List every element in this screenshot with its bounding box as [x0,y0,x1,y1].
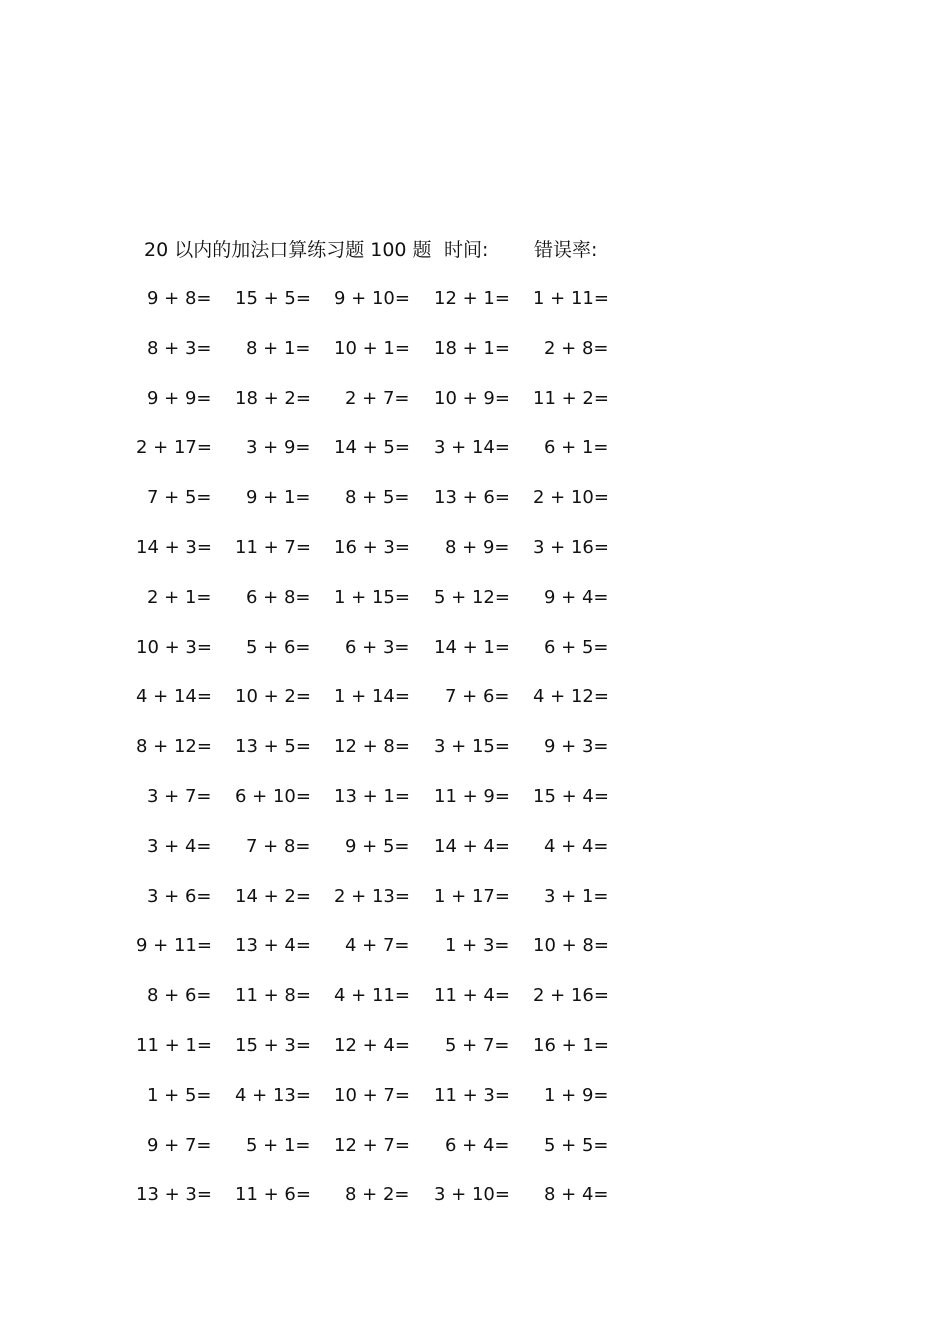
problem-cell: 10 + 8= [533,935,609,956]
problem-cell: 14 + 5= [334,437,410,458]
problem-cell: 12 + 4= [334,1035,410,1056]
problem-cell: 11 + 8= [235,985,311,1006]
problem-cell: 1 + 5= [147,1085,212,1106]
problem-cell: 3 + 16= [533,537,609,558]
problem-cell: 3 + 4= [147,836,212,857]
problem-cell: 9 + 9= [147,388,212,409]
problem-cell: 9 + 3= [544,736,609,757]
problem-cell: 1 + 11= [533,288,609,309]
error-rate-label: 错误率: [534,239,598,261]
problem-cell: 8 + 9= [445,537,510,558]
problem-cell: 16 + 1= [533,1035,609,1056]
problem-cell: 14 + 4= [434,836,510,857]
problem-cell: 9 + 11= [136,935,212,956]
problem-cell: 4 + 4= [544,836,609,857]
problem-cell: 2 + 1= [147,587,212,608]
problem-cell: 11 + 1= [136,1035,212,1056]
problem-cell: 9 + 8= [147,288,212,309]
problem-cell: 9 + 10= [334,288,410,309]
problem-cell: 8 + 2= [345,1184,410,1205]
problem-cell: 11 + 6= [235,1184,311,1205]
problem-cell: 2 + 17= [136,437,212,458]
problem-cell: 6 + 4= [445,1135,510,1156]
problem-cell: 1 + 17= [434,886,510,907]
problem-cell: 14 + 3= [136,537,212,558]
problem-cell: 10 + 7= [334,1085,410,1106]
problem-cell: 7 + 5= [147,487,212,508]
problem-cell: 5 + 12= [434,587,510,608]
problem-cell: 12 + 8= [334,736,410,757]
problem-cell: 15 + 3= [235,1035,311,1056]
problem-cell: 8 + 1= [246,338,311,359]
problem-cell: 2 + 8= [544,338,609,359]
problem-cell: 5 + 5= [544,1135,609,1156]
problem-cell: 13 + 3= [136,1184,212,1205]
time-label: 时间: [444,239,489,261]
problem-cell: 6 + 8= [246,587,311,608]
problem-cell: 9 + 7= [147,1135,212,1156]
problem-cell: 15 + 4= [533,786,609,807]
problem-cell: 1 + 9= [544,1085,609,1106]
problem-cell: 14 + 1= [434,637,510,658]
problem-cell: 6 + 5= [544,637,609,658]
problem-cell: 3 + 14= [434,437,510,458]
problem-cell: 18 + 1= [434,338,510,359]
problem-cell: 12 + 7= [334,1135,410,1156]
problem-cell: 5 + 1= [246,1135,311,1156]
problem-cell: 10 + 2= [235,686,311,707]
problem-cell: 18 + 2= [235,388,311,409]
problem-cell: 13 + 5= [235,736,311,757]
problem-cell: 7 + 6= [445,686,510,707]
worksheet-title: 20 以内的加法口算练习题 100 题 [144,239,432,261]
problem-cell: 11 + 3= [434,1085,510,1106]
problem-cell: 3 + 1= [544,886,609,907]
problem-cell: 11 + 9= [434,786,510,807]
problem-cell: 9 + 1= [246,487,311,508]
problem-cell: 4 + 12= [533,686,609,707]
problem-cell: 10 + 9= [434,388,510,409]
problem-cell: 6 + 1= [544,437,609,458]
problem-cell: 5 + 7= [445,1035,510,1056]
problem-cell: 13 + 4= [235,935,311,956]
problem-cell: 11 + 7= [235,537,311,558]
problem-cell: 6 + 3= [345,637,410,658]
problem-cell: 1 + 15= [334,587,410,608]
problem-cell: 10 + 3= [136,637,212,658]
problem-cell: 1 + 14= [334,686,410,707]
problem-cell: 4 + 14= [136,686,212,707]
problem-cell: 8 + 6= [147,985,212,1006]
problem-cell: 4 + 13= [235,1085,311,1106]
problem-cell: 3 + 15= [434,736,510,757]
problem-cell: 1 + 3= [445,935,510,956]
problem-cell: 3 + 9= [246,437,311,458]
problem-cell: 8 + 5= [345,487,410,508]
problem-cell: 3 + 7= [147,786,212,807]
problem-cell: 6 + 10= [235,786,311,807]
problem-cell: 14 + 2= [235,886,311,907]
problem-cell: 9 + 5= [345,836,410,857]
worksheet-header [144,236,598,264]
problem-cell: 3 + 10= [434,1184,510,1205]
problem-cell: 8 + 4= [544,1184,609,1205]
problem-cell: 4 + 11= [334,985,410,1006]
problem-cell: 4 + 7= [345,935,410,956]
problem-cell: 11 + 2= [533,388,609,409]
problem-cell: 15 + 5= [235,288,311,309]
problem-cell: 13 + 6= [434,487,510,508]
problem-cell: 9 + 4= [544,587,609,608]
problem-cell: 2 + 10= [533,487,609,508]
problem-cell: 12 + 1= [434,288,510,309]
problem-cell: 2 + 7= [345,388,410,409]
problem-cell: 5 + 6= [246,637,311,658]
problem-cell: 11 + 4= [434,985,510,1006]
problem-cell: 16 + 3= [334,537,410,558]
problem-cell: 8 + 3= [147,338,212,359]
problem-cell: 13 + 1= [334,786,410,807]
problem-cell: 2 + 13= [334,886,410,907]
problem-cell: 3 + 6= [147,886,212,907]
problem-cell: 2 + 16= [533,985,609,1006]
problem-cell: 8 + 12= [136,736,212,757]
problem-cell: 7 + 8= [246,836,311,857]
problem-cell: 10 + 1= [334,338,410,359]
